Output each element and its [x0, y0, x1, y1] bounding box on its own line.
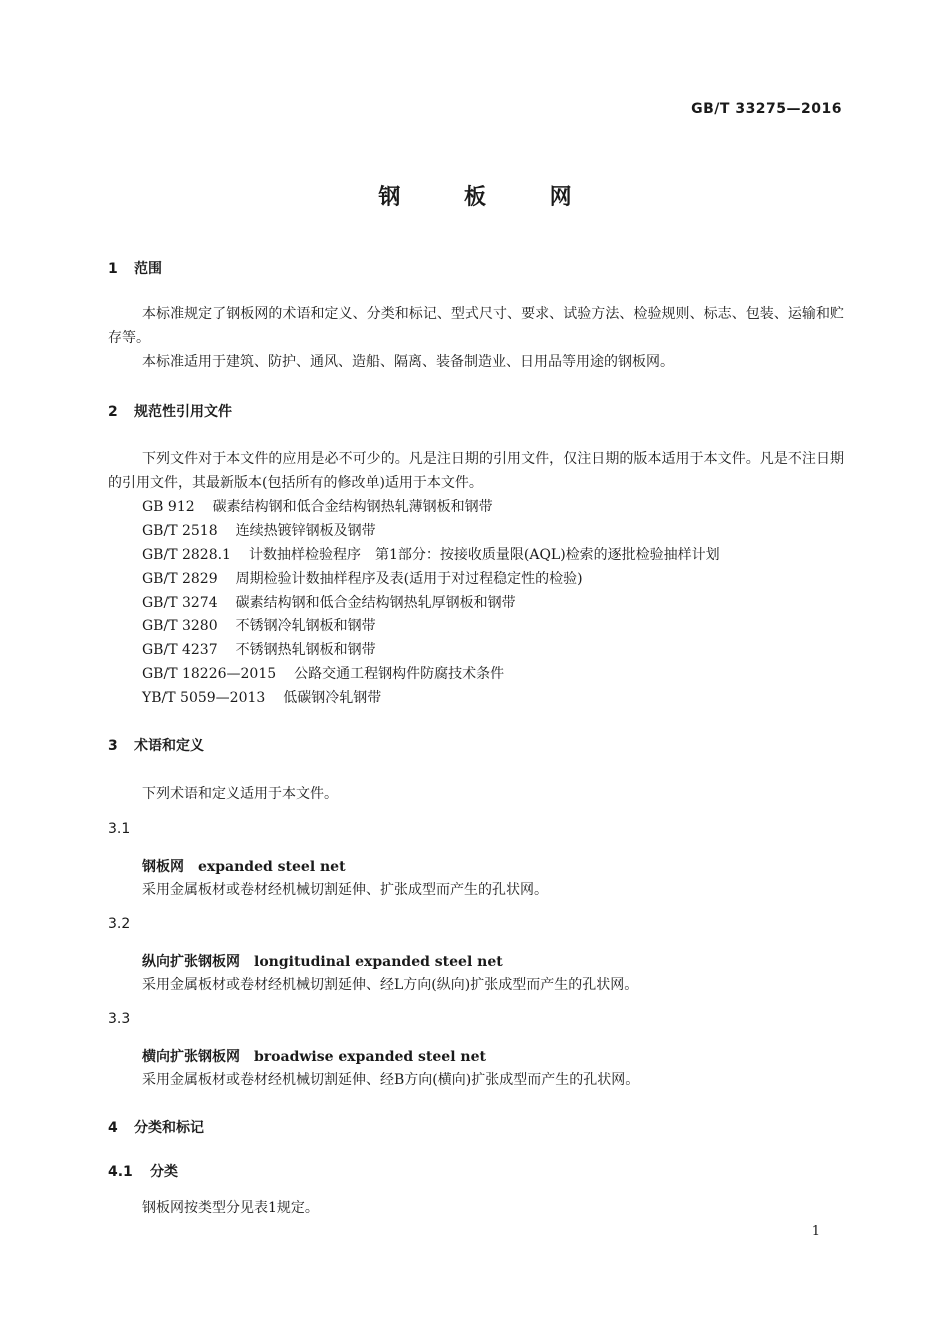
reference-name: 不锈钢热轧钢板和钢带 [235, 642, 376, 658]
term-number: 3.3 [108, 1011, 131, 1027]
reference-name: 连续热镀锌钢板及钢带 [235, 523, 376, 539]
section-title: 分类和标记 [134, 1120, 204, 1136]
section-2-intro: 下列文件对于本文件的应用是必不可少的。凡是注日期的引用文件，仅注日期的版本适用于本文件。凡是不注日期的引用文件，其最新版本(包括所有的修改单)适用于本文件。 [108, 451, 844, 491]
term-definition: 采用金属板材或卷材经机械切割延伸、经B方向(横向)扩张成型而产生的孔状网。 [142, 1072, 640, 1088]
reference-item [142, 567, 583, 591]
section-number: 2 [108, 404, 118, 420]
reference-name: 碳素结构钢和低合金结构钢热轧厚钢板和钢带 [235, 595, 516, 611]
section-title: 术语和定义 [134, 738, 204, 754]
term-en: expanded steel net [198, 859, 346, 875]
section-number: 1 [108, 261, 118, 277]
reference-code: GB/T 2518 [142, 523, 218, 539]
reference-item [142, 686, 381, 710]
term-zh: 横向扩张钢板网 [142, 1049, 240, 1065]
term-entry [142, 856, 346, 876]
term-en: broadwise expanded steel net [254, 1049, 486, 1065]
section-2-heading [108, 401, 232, 421]
reference-code: GB/T 2829 [142, 571, 218, 587]
page-number: 1 [811, 1224, 820, 1239]
reference-name: 低碳钢冷轧钢带 [283, 690, 382, 706]
term-definition: 采用金属板材或卷材经机械切割延伸、扩张成型而产生的孔状网。 [142, 882, 548, 898]
reference-item [142, 519, 376, 543]
reference-code: GB/T 4237 [142, 642, 218, 658]
term-number: 3.1 [108, 821, 131, 837]
reference-code: GB/T 3280 [142, 618, 218, 634]
section-4-heading [108, 1117, 204, 1137]
subsection-number: 4.1 [108, 1164, 133, 1180]
term-entry [142, 1046, 486, 1066]
reference-name: 不锈钢冷轧钢板和钢带 [235, 618, 376, 634]
subsection-4-1-heading [108, 1161, 178, 1181]
reference-item [142, 495, 493, 519]
reference-code: GB/T 2828.1 [142, 547, 231, 563]
term-definition: 采用金属板材或卷材经机械切割延伸、经L方向(纵向)扩张成型而产生的孔状网。 [142, 977, 639, 993]
reference-item [142, 614, 376, 638]
section-1-heading [108, 258, 162, 278]
subsection-4-1-para: 钢板网按类型分见表1规定。 [142, 1200, 319, 1216]
standard-code: GB/T 33275—2016 [691, 101, 842, 117]
reference-item [142, 591, 516, 615]
reference-name: 碳素结构钢和低合金结构钢热轧薄钢板和钢带 [212, 499, 493, 515]
section-title: 范围 [134, 261, 162, 277]
reference-code: GB 912 [142, 499, 195, 515]
section-1-para-2: 本标准适用于建筑、防护、通风、造船、隔离、装备制造业、日用品等用途的钢板网。 [142, 354, 674, 370]
term-zh: 纵向扩张钢板网 [142, 954, 240, 970]
reference-name: 周期检验计数抽样程序及表(适用于对过程稳定性的检验) [235, 571, 583, 587]
reference-name: 公路交通工程钢构件防腐技术条件 [294, 666, 505, 682]
subsection-title: 分类 [150, 1164, 178, 1180]
section-number: 3 [108, 738, 118, 754]
document-title: 钢 板 网 [378, 185, 600, 210]
term-number: 3.2 [108, 916, 131, 932]
section-number: 4 [108, 1120, 118, 1136]
term-en: longitudinal expanded steel net [254, 954, 503, 970]
section-title: 规范性引用文件 [134, 404, 232, 420]
section-1-para-1: 本标准规定了钢板网的术语和定义、分类和标记、型式尺寸、要求、试验方法、检验规则、标志、包装、运输和贮存等。 [108, 306, 844, 346]
section-3-intro: 下列术语和定义适用于本文件。 [142, 786, 338, 802]
term-zh: 钢板网 [142, 859, 184, 875]
reference-code: YB/T 5059—2013 [142, 690, 266, 706]
reference-item [142, 543, 720, 567]
reference-item [142, 662, 504, 686]
reference-name: 计数抽样检验程序 第1部分：按接收质量限(AQL)检索的逐批检验抽样计划 [248, 547, 720, 563]
section-3-heading [108, 735, 204, 755]
term-entry [142, 951, 503, 971]
reference-code: GB/T 3274 [142, 595, 218, 611]
reference-item [142, 638, 376, 662]
reference-code: GB/T 18226—2015 [142, 666, 277, 682]
